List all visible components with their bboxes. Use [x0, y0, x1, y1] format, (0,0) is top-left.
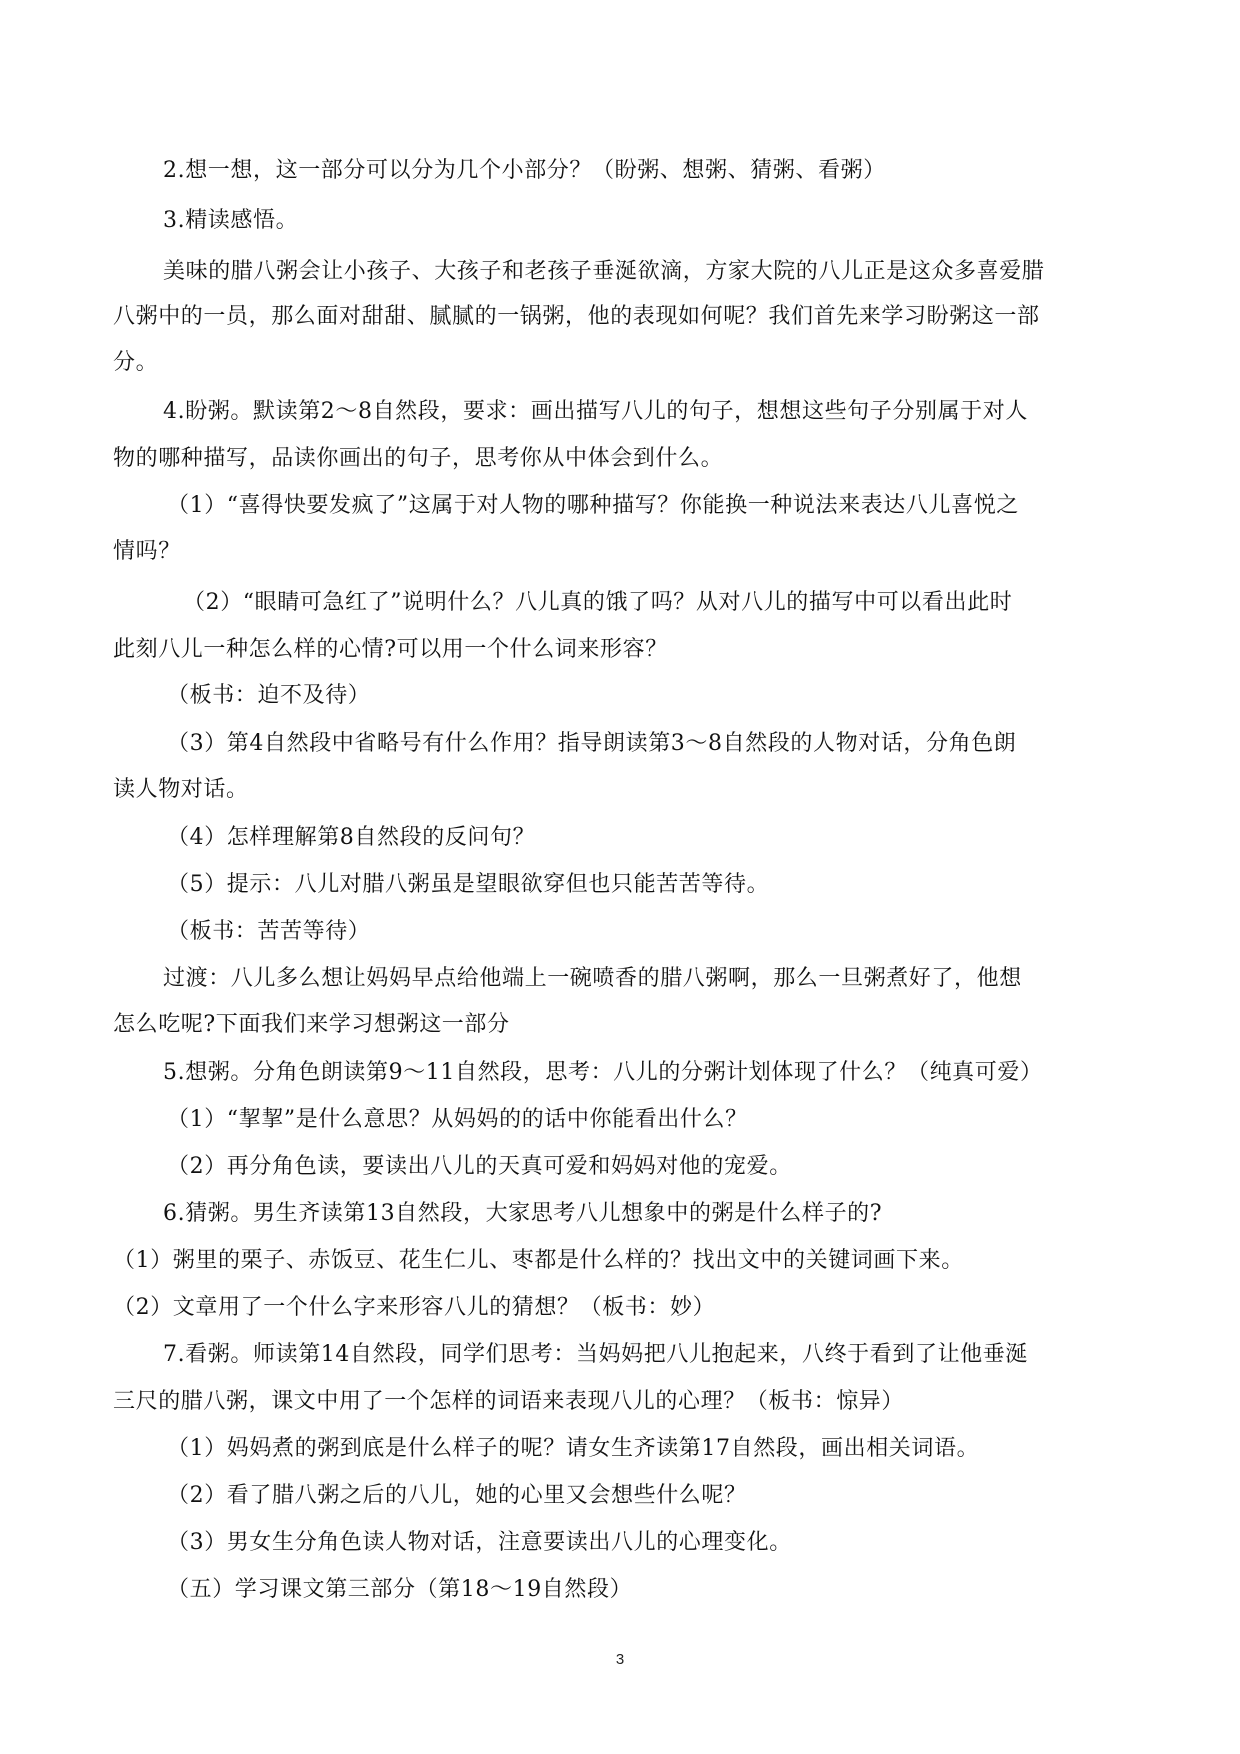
text-line: 过渡：八儿多么想让妈妈早点给他端上一碗喷香的腊八粥啊，那么一旦粥煮好了，他想: [163, 966, 1022, 991]
text-line: 怎么吃呢?下面我们来学习想粥这一部分: [113, 1012, 510, 1037]
text-line: （2）看了腊八粥之后的八儿，她的心里又会想些什么呢？: [167, 1483, 747, 1508]
text-line: 八粥中的一员，那么面对甜甜、腻腻的一锅粥，他的表现如何呢？我们首先来学习盼粥这一部: [113, 304, 1040, 329]
text-line: 三尺的腊八粥，课文中用了一个怎样的词语来表现八儿的心理？（板书：惊异）: [113, 1389, 905, 1414]
text-line: 此刻八儿一种怎么样的心情?可以用一个什么词来形容？: [113, 637, 668, 662]
text-line: （五）学习课文第三部分（第18～19自然段）: [167, 1577, 633, 1602]
text-line: （2）再分角色读，要读出八儿的天真可爱和妈妈对他的宠爱。: [167, 1154, 792, 1179]
text-line: （板书：苦苦等待）: [167, 919, 371, 944]
text-line: （1）妈妈煮的粥到底是什么样子的呢？请女生齐读第17自然段，画出相关词语。: [167, 1436, 980, 1461]
page-number: 3: [615, 1651, 625, 1668]
text-line: 3.精读感悟。: [163, 208, 299, 233]
text-line: （3）男女生分角色读人物对话，注意要读出八儿的心理变化。: [167, 1530, 792, 1555]
text-line: 7.看粥。师读第14自然段，同学们思考：当妈妈把八儿抱起来，八终于看到了让他垂涎: [163, 1342, 1028, 1367]
text-line: （1）粥里的栗子、赤饭豆、花生仁儿、枣都是什么样的？找出文中的关键词画下来。: [113, 1248, 964, 1273]
text-line: 物的哪种描写，品读你画出的句子，思考你从中体会到什么。: [113, 446, 724, 471]
text-line: （1）“喜得快要发疯了”这属于对人物的哪种描写？你能换一种说法来表达八儿喜悦之: [167, 493, 1019, 518]
text-line: （2）“眼睛可急红了”说明什么？八儿真的饿了吗？从对八儿的描写中可以看出此时: [183, 590, 1013, 615]
text-line: 5.想粥。分角色朗读第9～11自然段，思考：八儿的分粥计划体现了什么？（纯真可爱）: [163, 1060, 1043, 1085]
text-line: （1）“挈挈”是什么意思？从妈妈的的话中你能看出什么？: [167, 1107, 748, 1132]
text-line: 分。: [113, 350, 159, 375]
text-line: 6.猜粥。男生齐读第13自然段，大家思考八儿想象中的粥是什么样子的?: [163, 1201, 883, 1226]
text-line: 读人物对话。: [113, 777, 249, 802]
text-line: 4.盼粥。默读第2～8自然段，要求：画出描写八儿的句子，想想这些句子分别属于对人: [163, 399, 1028, 424]
text-line: （3）第4自然段中省略号有什么作用？指导朗读第3～8自然段的人物对话，分角色朗: [167, 731, 1017, 756]
text-line: （4）怎样理解第8自然段的反问句？: [167, 825, 536, 850]
text-line: （5）提示：八儿对腊八粥虽是望眼欲穿但也只能苦苦等待。: [167, 872, 770, 897]
text-line: （板书：迫不及待）: [167, 683, 371, 708]
text-line: 美味的腊八粥会让小孩子、大孩子和老孩子垂涎欲滴，方家大院的八儿正是这众多喜爱腊: [163, 259, 1045, 284]
text-line: 2.想一想，这一部分可以分为几个小部分？（盼粥、想粥、猜粥、看粥）: [163, 158, 886, 183]
text-line: （2）文章用了一个什么字来形容八儿的猜想？（板书：妙）: [113, 1295, 716, 1320]
text-line: 情吗？: [113, 539, 181, 564]
